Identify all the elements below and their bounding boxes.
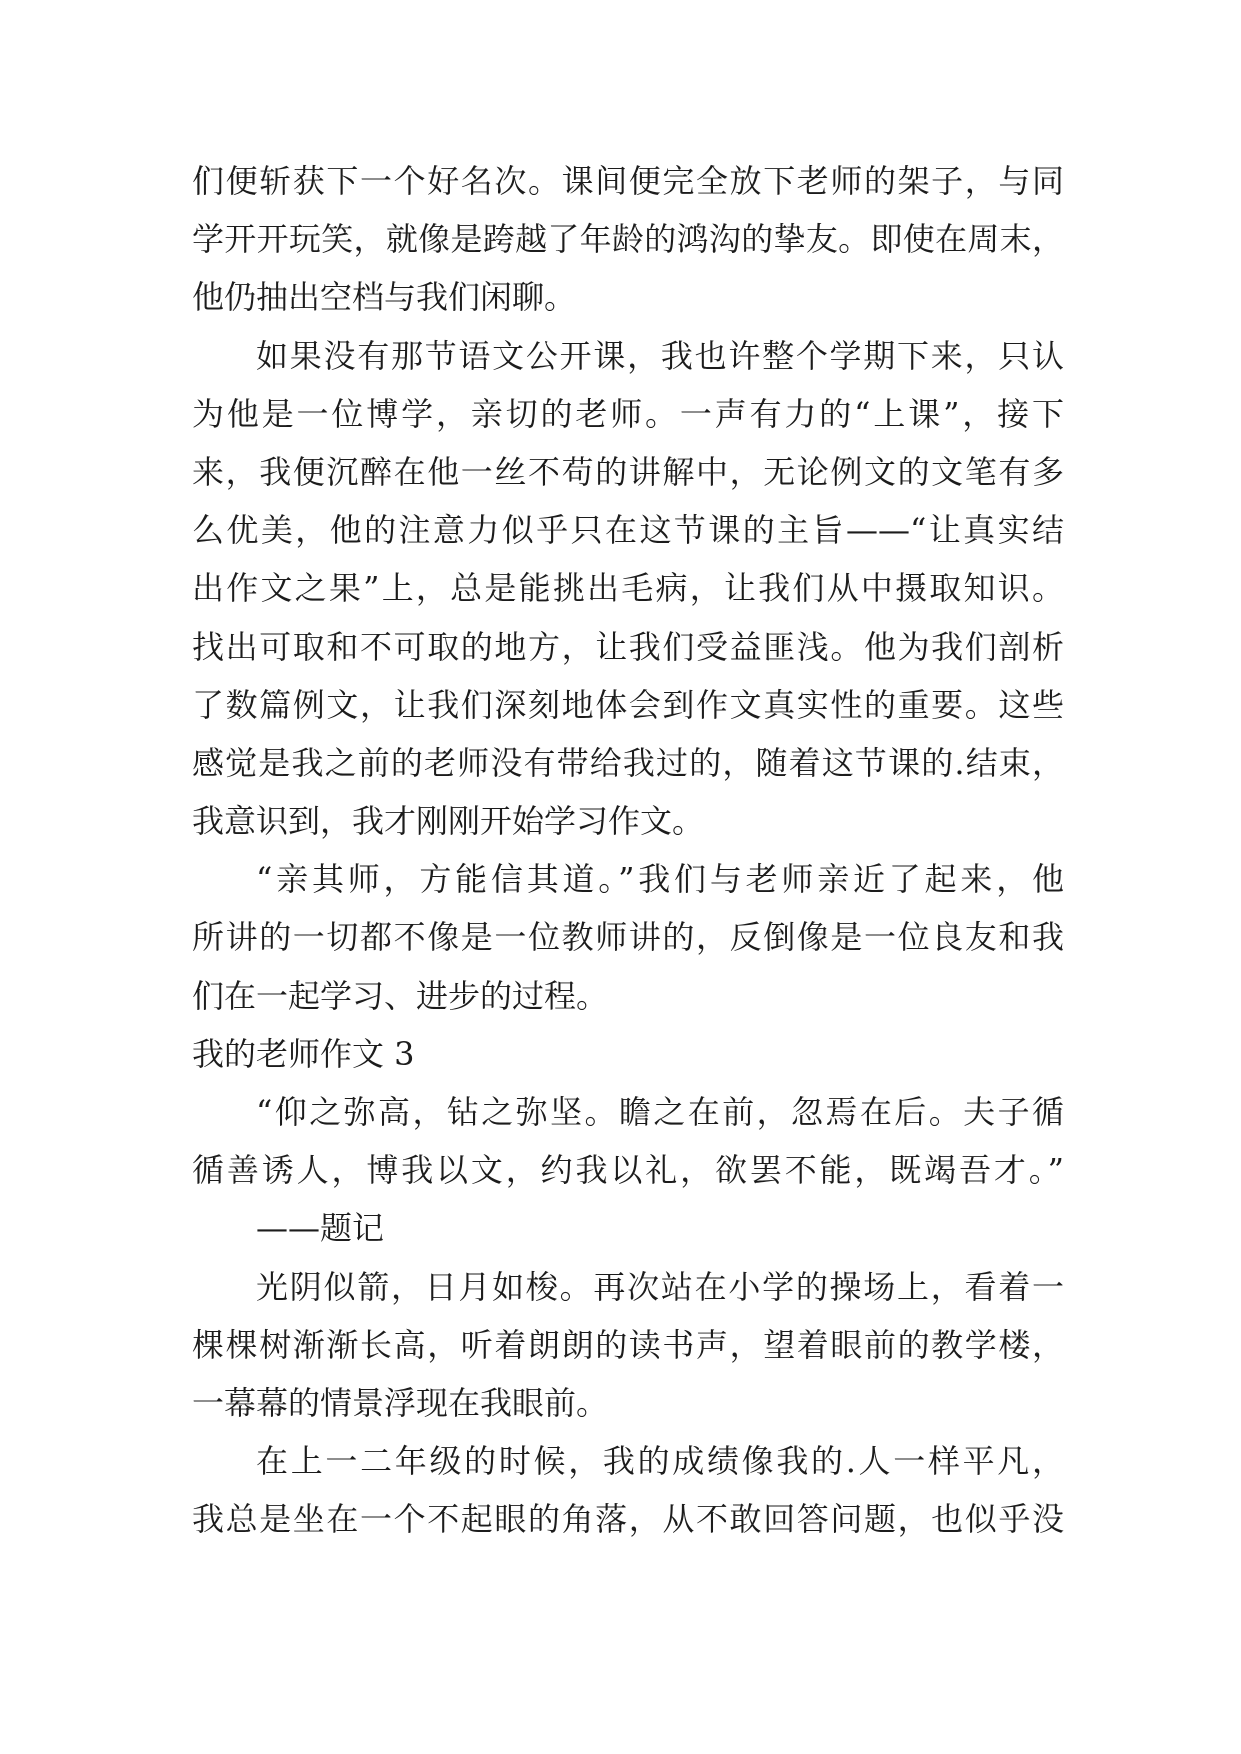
paragraph-start-line: 在上一二年级的时候，我的成绩像我的.人一样平凡，	[256, 1442, 1064, 1481]
text-line: 了数篇例文，让我们深刻地体会到作文真实性的重要。这些	[192, 685, 1064, 724]
epigraph-line: “仰之弥高，钻之弥坚。瞻之在前，忽焉在后。夫子循	[256, 1093, 1064, 1131]
text-line: 么优美，他的注意力似乎只在这节课的主旨——“让真实结	[192, 511, 1064, 550]
paragraph-start-line: “亲其师，方能信其道。”我们与老师亲近了起来，他	[256, 860, 1064, 899]
paragraph-start-line: 如果没有那节语文公开课，我也许整个学期下来，只认	[256, 336, 1064, 375]
text-line: 来，我便沉醉在他一丝不苟的讲解中，无论例文的文笔有多	[192, 452, 1064, 491]
text-line: 他仍抽出空档与我们闲聊。	[192, 278, 577, 317]
text-line: 们在一起学习、进步的过程。	[192, 976, 609, 1015]
paragraph-start-line: 光阴似箭，日月如梭。再次站在小学的操场上，看着一	[256, 1267, 1064, 1306]
text-line: 为他是一位博学，亲切的老师。一声有力的“上课”，接下	[192, 394, 1064, 433]
text-line: 们便斩获下一个好名次。课间便完全放下老师的架子，与同	[192, 162, 1064, 200]
text-line: 我总是坐在一个不起眼的角落，从不敢回答问题，也似乎没	[192, 1500, 1064, 1539]
text-line: 找出可取和不可取的地方，让我们受益匪浅。他为我们剖析	[192, 627, 1064, 666]
section-heading: 我的老师作文 3	[192, 1034, 415, 1073]
text-line: 我意识到，我才刚刚开始学习作文。	[192, 802, 705, 841]
text-line: 一幕幕的情景浮现在我眼前。	[192, 1383, 609, 1422]
text-line: 出作文之果”上，总是能挑出毛病，让我们从中摄取知识。	[192, 569, 1064, 608]
epigraph-line: 循善诱人，博我以文，约我以礼，欲罢不能，既竭吾才。”	[192, 1151, 1064, 1190]
text-line: 学开开玩笑，就像是跨越了年龄的鸿沟的挚友。即使在周末，	[192, 220, 1064, 259]
text-line: 感觉是我之前的老师没有带给我过的，随着这节课的.结束，	[192, 743, 1064, 782]
essay-body	[192, 152, 1064, 1549]
epigraph-attribution: ——题记	[256, 1209, 385, 1248]
text-line: 棵棵树渐渐长高，听着朗朗的读书声，望着眼前的教学楼，	[192, 1325, 1064, 1364]
text-line: 所讲的一切都不像是一位教师讲的，反倒像是一位良友和我	[192, 918, 1064, 957]
